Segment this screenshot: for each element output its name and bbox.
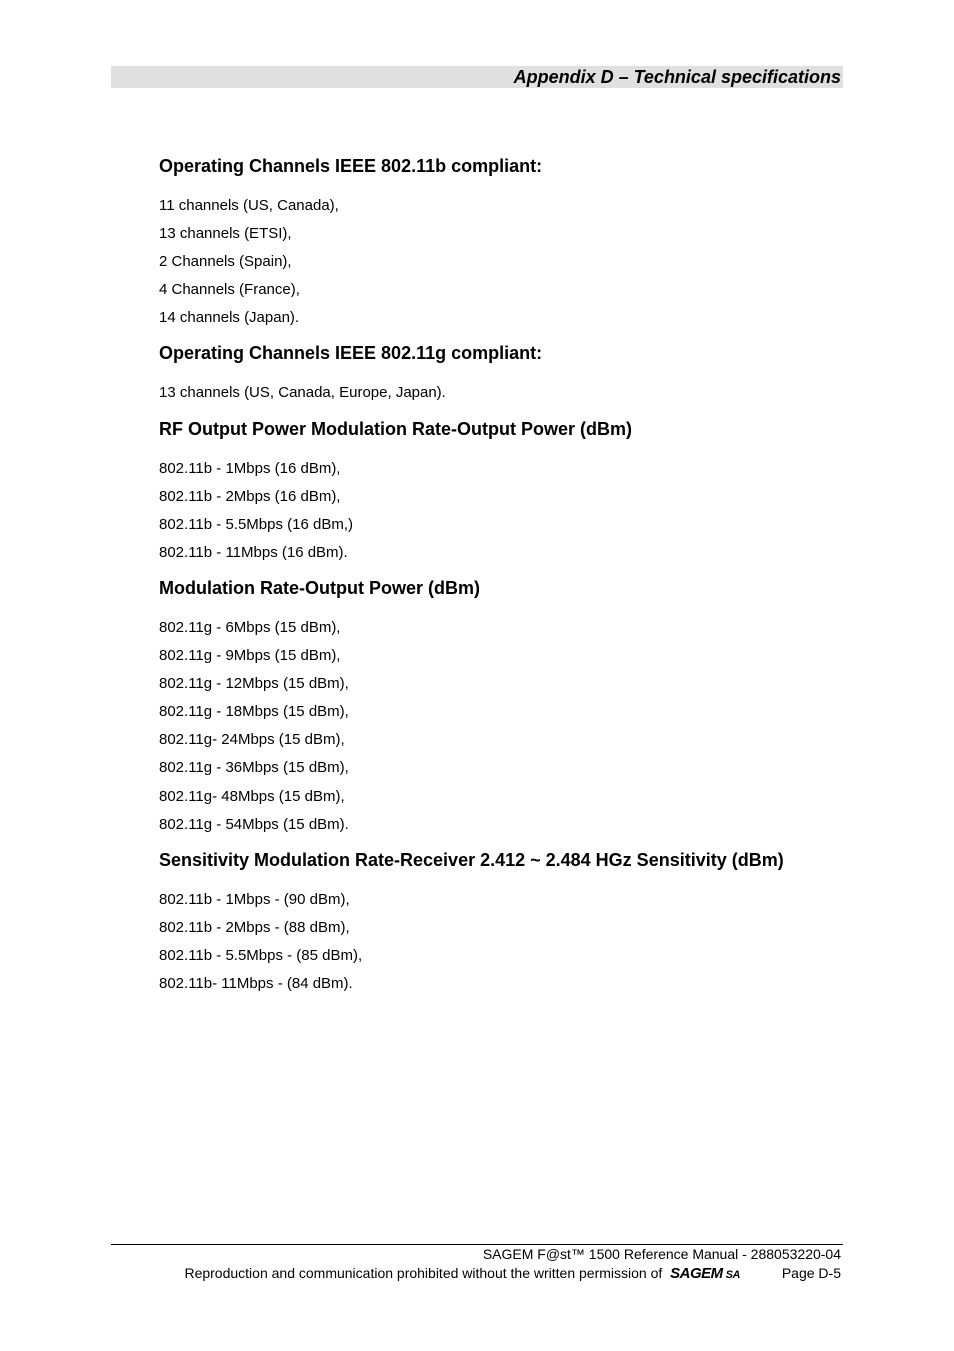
section-heading: Operating Channels IEEE 802.11g compliant:	[159, 343, 543, 364]
list-item: 13 channels (US, Canada, Europe, Japan).	[159, 384, 446, 402]
section-80211b-channels	[159, 154, 849, 332]
list-item: 802.11b - 2Mbps - (88 dBm),	[159, 918, 350, 936]
list-item: 802.11g- 48Mbps (15 dBm),	[159, 787, 345, 805]
section-rf-output-power	[159, 417, 849, 567]
section-80211g-channels	[159, 341, 849, 407]
list-item: 4 Channels (France),	[159, 281, 300, 299]
list-item: 802.11g - 6Mbps (15 dBm),	[159, 618, 341, 636]
list-item: 802.11g - 12Mbps (15 dBm),	[159, 675, 349, 693]
list-item: 14 channels (Japan).	[159, 309, 300, 327]
brand-suffix: SA	[725, 1269, 740, 1281]
list-item: 802.11b - 5.5Mbps (16 dBm,)	[159, 515, 353, 533]
list-item: 802.11g - 36Mbps (15 dBm),	[159, 759, 349, 777]
footer-notice: Reproduction and communication prohibited without the written permission of	[184, 1265, 663, 1281]
list-item: 802.11g - 54Mbps (15 dBm).	[159, 815, 349, 833]
item-list	[159, 192, 849, 332]
list-item: 802.11b - 1Mbps (16 dBm),	[159, 459, 341, 477]
list-item: 802.11g- 24Mbps (15 dBm),	[159, 731, 345, 749]
page-number: Page D-5	[781, 1265, 841, 1281]
section-heading: Modulation Rate-Output Power (dBm)	[159, 577, 480, 598]
section-heading: Operating Channels IEEE 802.11b compliant:	[159, 156, 543, 176]
list-item: 802.11g - 18Mbps (15 dBm),	[159, 703, 349, 721]
section-heading: RF Output Power Modulation Rate-Output Power (dBm)	[159, 418, 632, 439]
header-bar	[111, 66, 843, 88]
list-item: 13 channels (ETSI),	[159, 225, 292, 243]
brand-name: SAGEM	[670, 1265, 723, 1282]
item-list	[159, 614, 849, 839]
list-item: 802.11b - 5.5Mbps - (85 dBm),	[159, 946, 363, 964]
item-list	[159, 455, 849, 567]
list-item: 802.11g - 9Mbps (15 dBm),	[159, 647, 341, 665]
footer-manual-title: SAGEM F@st™ 1500 Reference Manual - 288053220-04	[482, 1246, 841, 1262]
page-header-title: Appendix D – Technical specifications	[513, 67, 841, 87]
list-item: 2 Channels (Spain),	[159, 253, 292, 271]
section-heading: Sensitivity Modulation Rate-Receiver 2.412 ~ 2.484 HGz Sensitivity (dBm)	[159, 849, 784, 870]
list-item: 802.11b- 11Mbps - (84 dBm).	[159, 974, 353, 992]
item-list	[159, 379, 849, 407]
main-content	[159, 154, 849, 1007]
list-item: 802.11b - 11Mbps (16 dBm).	[159, 543, 348, 561]
list-item: 802.11b - 2Mbps (16 dBm),	[159, 487, 341, 505]
list-item: 11 channels (US, Canada),	[159, 197, 339, 214]
sagem-logo	[670, 1265, 740, 1284]
list-item: 802.11b - 1Mbps - (90 dBm),	[159, 890, 350, 908]
section-modulation-rate	[159, 576, 849, 839]
item-list	[159, 886, 849, 998]
section-sensitivity	[159, 848, 849, 998]
footer-notice-line	[111, 1264, 841, 1284]
